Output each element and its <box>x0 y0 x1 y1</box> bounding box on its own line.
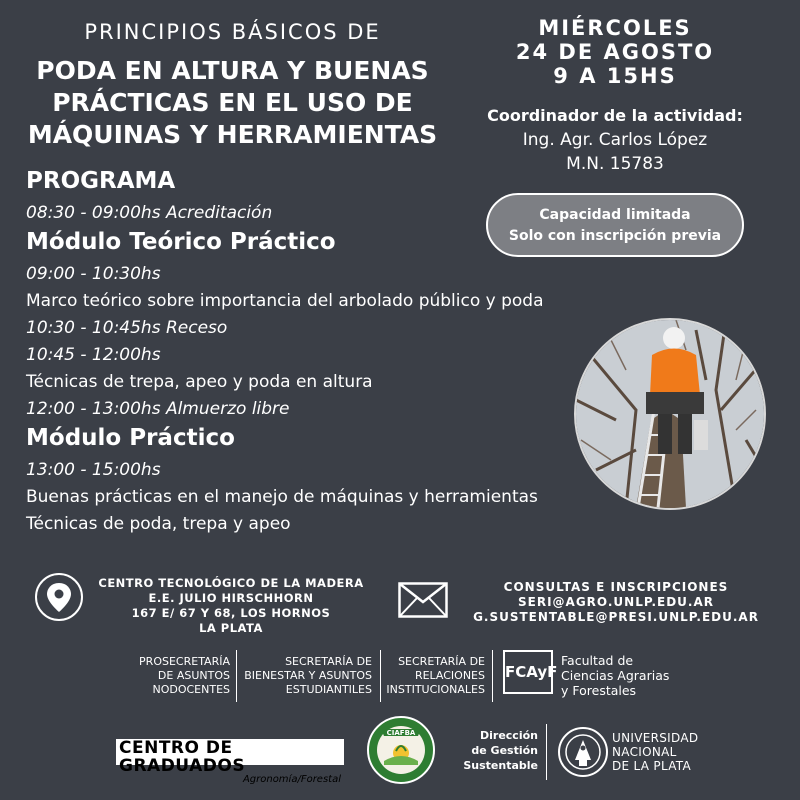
module-1-topic-1: Marco teórico sobre importancia del arbolado público y poda <box>26 291 544 311</box>
module-1-topic-2: Técnicas de trepa, apeo y poda en altura <box>26 372 373 392</box>
module-1-time-2: 10:45 - 12:00hs <box>26 345 161 365</box>
contact-info <box>460 580 772 625</box>
coordinator-label: Coordinador de la actividad: <box>487 106 743 125</box>
svg-text:CIAFBA: CIAFBA <box>386 729 416 737</box>
graduados-title: CENTRO DE GRADUADOS <box>119 738 246 776</box>
divider <box>492 650 493 702</box>
graduados-logo <box>116 738 344 785</box>
program-accreditation: 08:30 - 09:00hs Acreditación <box>26 203 273 223</box>
direccion-gestion-sustentable <box>460 728 538 773</box>
inst-prosecretaria-line-3: NODOCENTES <box>152 683 230 696</box>
fcayf-line-2: Ciencias Agrarias <box>561 668 670 683</box>
inst-relaciones-line-2: RELACIONES <box>414 669 485 682</box>
module-2-topic-2: Técnicas de poda, trepa y apeo <box>26 514 291 534</box>
location-address <box>96 576 366 636</box>
location-pin-icon <box>34 572 84 626</box>
location-line-1: CENTRO TECNOLÓGICO DE LA MADERA <box>98 576 364 590</box>
program-heading: PROGRAMA <box>26 168 176 194</box>
unlp-name <box>612 731 698 773</box>
divider <box>380 650 381 702</box>
inst-relaciones <box>384 655 485 697</box>
unlp-line-1: UNIVERSIDAD <box>612 731 699 745</box>
location-line-3: 167 E/ 67 Y 68, LOS HORNOS <box>131 606 331 620</box>
inst-prosecretaria-line-2: DE ASUNTOS <box>157 669 230 682</box>
location-line-2: E.E. JULIO HIRSCHHORN <box>148 591 314 605</box>
coordinator-name: Ing. Agr. Carlos López <box>522 130 708 150</box>
graduados-subtitle: Agronomía/Forestal <box>242 774 341 785</box>
capacity-line-2: Solo con inscripción previa <box>508 228 722 244</box>
event-subtitle: PRINCIPIOS BÁSICOS DE <box>84 20 381 44</box>
divider <box>236 650 237 702</box>
fcayf-line-3: y Forestales <box>561 683 637 698</box>
module-2-time: 13:00 - 15:00hs <box>26 460 161 480</box>
module-2-topic-1: Buenas prácticas en el manejo de máquinas y herramientas <box>26 487 538 507</box>
unlp-crest-icon <box>557 722 609 786</box>
event-day: MIÉRCOLES <box>538 16 692 40</box>
inst-relaciones-line-1: SECRETARÍA DE <box>398 655 485 668</box>
inst-bienestar-line-3: ESTUDIANTILES <box>285 683 372 696</box>
fcayf-name <box>561 653 669 698</box>
coordinator-mn: M.N. 15783 <box>566 154 664 174</box>
location-line-4: LA PLATA <box>199 621 263 635</box>
title-line-3: MÁQUINAS Y HERRAMIENTAS <box>27 120 438 149</box>
title-line-2: PRÁCTICAS EN EL USO DE <box>52 88 413 117</box>
module-1-title: Módulo Teórico Práctico <box>26 229 336 255</box>
fcayf-line-1: Facultad de <box>561 653 634 668</box>
event-date-text: 24 DE AGOSTO <box>515 40 715 64</box>
module-1-break: 10:30 - 10:45hs Receso <box>26 318 228 338</box>
program-section <box>26 168 626 538</box>
arborist-photo <box>574 318 766 510</box>
module-2-title: Módulo Práctico <box>26 425 235 451</box>
fcayf-logo: FCAyF <box>503 650 553 694</box>
inst-relaciones-line-3: INSTITUCIONALES <box>386 683 485 696</box>
event-title <box>0 55 465 151</box>
inst-bienestar-line-1: SECRETARÍA DE <box>285 655 372 668</box>
inst-bienestar <box>240 655 372 697</box>
event-date <box>480 16 750 88</box>
unlp-line-2: NACIONAL <box>612 745 677 759</box>
title-line-1: PODA EN ALTURA Y BUENAS <box>36 56 429 85</box>
contact-email-1[interactable]: SERI@AGRO.UNLP.EDU.AR <box>518 595 714 609</box>
contact-email-2[interactable]: G.SUSTENTABLE@PRESI.UNLP.EDU.AR <box>473 610 759 624</box>
direccion-line-2: de Gestión <box>471 744 538 757</box>
event-time: 9 A 15HS <box>553 64 677 88</box>
module-1-time-1: 09:00 - 10:30hs <box>26 264 161 284</box>
inst-bienestar-line-2: BIENESTAR Y ASUNTOS <box>244 669 372 682</box>
module-1-lunch: 12:00 - 13:00hs Almuerzo libre <box>26 399 290 419</box>
direccion-line-1: Dirección <box>480 729 538 742</box>
direccion-line-3: Sustentable <box>463 759 538 772</box>
envelope-icon <box>398 582 448 622</box>
capacity-line-1: Capacidad limitada <box>539 207 691 223</box>
contact-heading: CONSULTAS E INSCRIPCIONES <box>503 580 729 594</box>
unlp-line-3: DE LA PLATA <box>612 759 692 773</box>
inst-prosecretaria-line-1: PROSECRETARÍA <box>139 655 230 668</box>
inst-prosecretaria <box>128 655 230 697</box>
ciafba-seal-icon <box>366 715 436 789</box>
divider <box>546 724 547 780</box>
